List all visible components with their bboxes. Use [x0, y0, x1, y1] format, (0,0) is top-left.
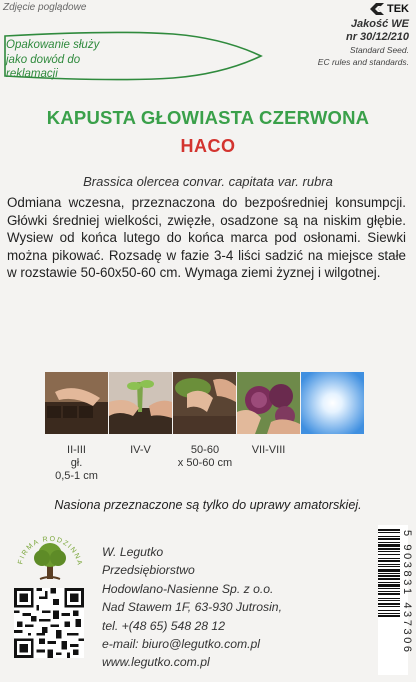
- company-type: Przedsiębiorstwo: [102, 563, 195, 578]
- stage-harvest-months: VII-VIII: [251, 444, 286, 456]
- company-address: [102, 543, 282, 672]
- tek-brand-mark: [370, 3, 409, 15]
- qr-code[interactable]: [14, 588, 84, 658]
- quality-label: Jakość WE: [350, 18, 409, 30]
- company-website[interactable]: www.legutko.com.pl: [102, 655, 210, 670]
- planting-photo-icon: [173, 372, 236, 434]
- stage-planting-spacing-detail: x 50-60 cm: [177, 457, 233, 469]
- company-legal-name: Hodowlano-Nasienne Sp. z o.o.: [102, 581, 274, 596]
- variety-name: HACO: [180, 136, 236, 156]
- stage-sowing-depth: 0,5-1 cm: [55, 470, 98, 482]
- barcode-number-wrap: [398, 528, 416, 678]
- product-title: KAPUSTA GŁOWIASTA CZERWONA: [46, 107, 370, 128]
- cultivation-photos: [45, 372, 364, 434]
- family-company-logo: [12, 525, 88, 587]
- tek-logo-icon: [370, 3, 384, 15]
- company-email[interactable]: e-mail: biuro@legutko.com.pl: [102, 637, 261, 652]
- company-phone: tel. +(48 65) 548 28 12: [102, 618, 225, 633]
- photo-disclaimer: Zdjęcie poglądowe: [3, 2, 87, 13]
- logo-arc-text: FIRMA RODZINNA: [17, 535, 83, 567]
- stage-sowing-months: II-III: [67, 444, 86, 456]
- product-description: Odmiana wczesna, przeznaczona do bezpośredniej konsumpcji. Główki średniej wielkości, zwięzłe, osadzone są na niskim głębie. Wysiew od końca lutego do końca marca pod osłonami. Siewki można pikować. Rozsadę w fazie 3-4 liści sadzić na miejsce stałe w rozstawie 50-60x50-60 cm. Wymaga ziemi żyznej i wilgotnej.: [7, 195, 406, 281]
- tek-label: TEK: [387, 3, 409, 15]
- stage-sowing-depth-label: gł.: [70, 457, 83, 469]
- sun-photo-icon: [301, 372, 364, 434]
- standard-seed-label: Standard Seed.: [349, 45, 409, 55]
- barcode-number: 5 903831 437306: [401, 530, 413, 655]
- stage-planting-spacing: 50-60: [190, 444, 220, 456]
- complaint-stamp: [3, 28, 265, 83]
- company-street: Nad Stawem 1F, 63-930 Jutrosin,: [102, 600, 282, 615]
- ec-rules-label: EC rules and standards.: [317, 57, 409, 67]
- sowing-photo-icon: [45, 372, 108, 434]
- stage-sowing: [45, 444, 108, 483]
- harvest-photo-icon: [237, 372, 300, 434]
- quality-number: nr 30/12/210: [346, 31, 409, 43]
- amateur-use-note: Nasiona przeznaczone są tylko do uprawy amatorskiej.: [54, 498, 362, 512]
- stage-harvest: [237, 444, 300, 457]
- latin-name: Brassica olercea convar. capitata var. rubra: [83, 174, 333, 189]
- stage-pricking-out-months: IV-V: [130, 444, 151, 456]
- pricking-out-photo-icon: [109, 372, 172, 434]
- seed-quality-block: [269, 18, 409, 68]
- company-name: W. Legutko: [102, 545, 164, 559]
- stamp-text: Opakowanie służy jako dowód do reklamacji: [6, 39, 100, 80]
